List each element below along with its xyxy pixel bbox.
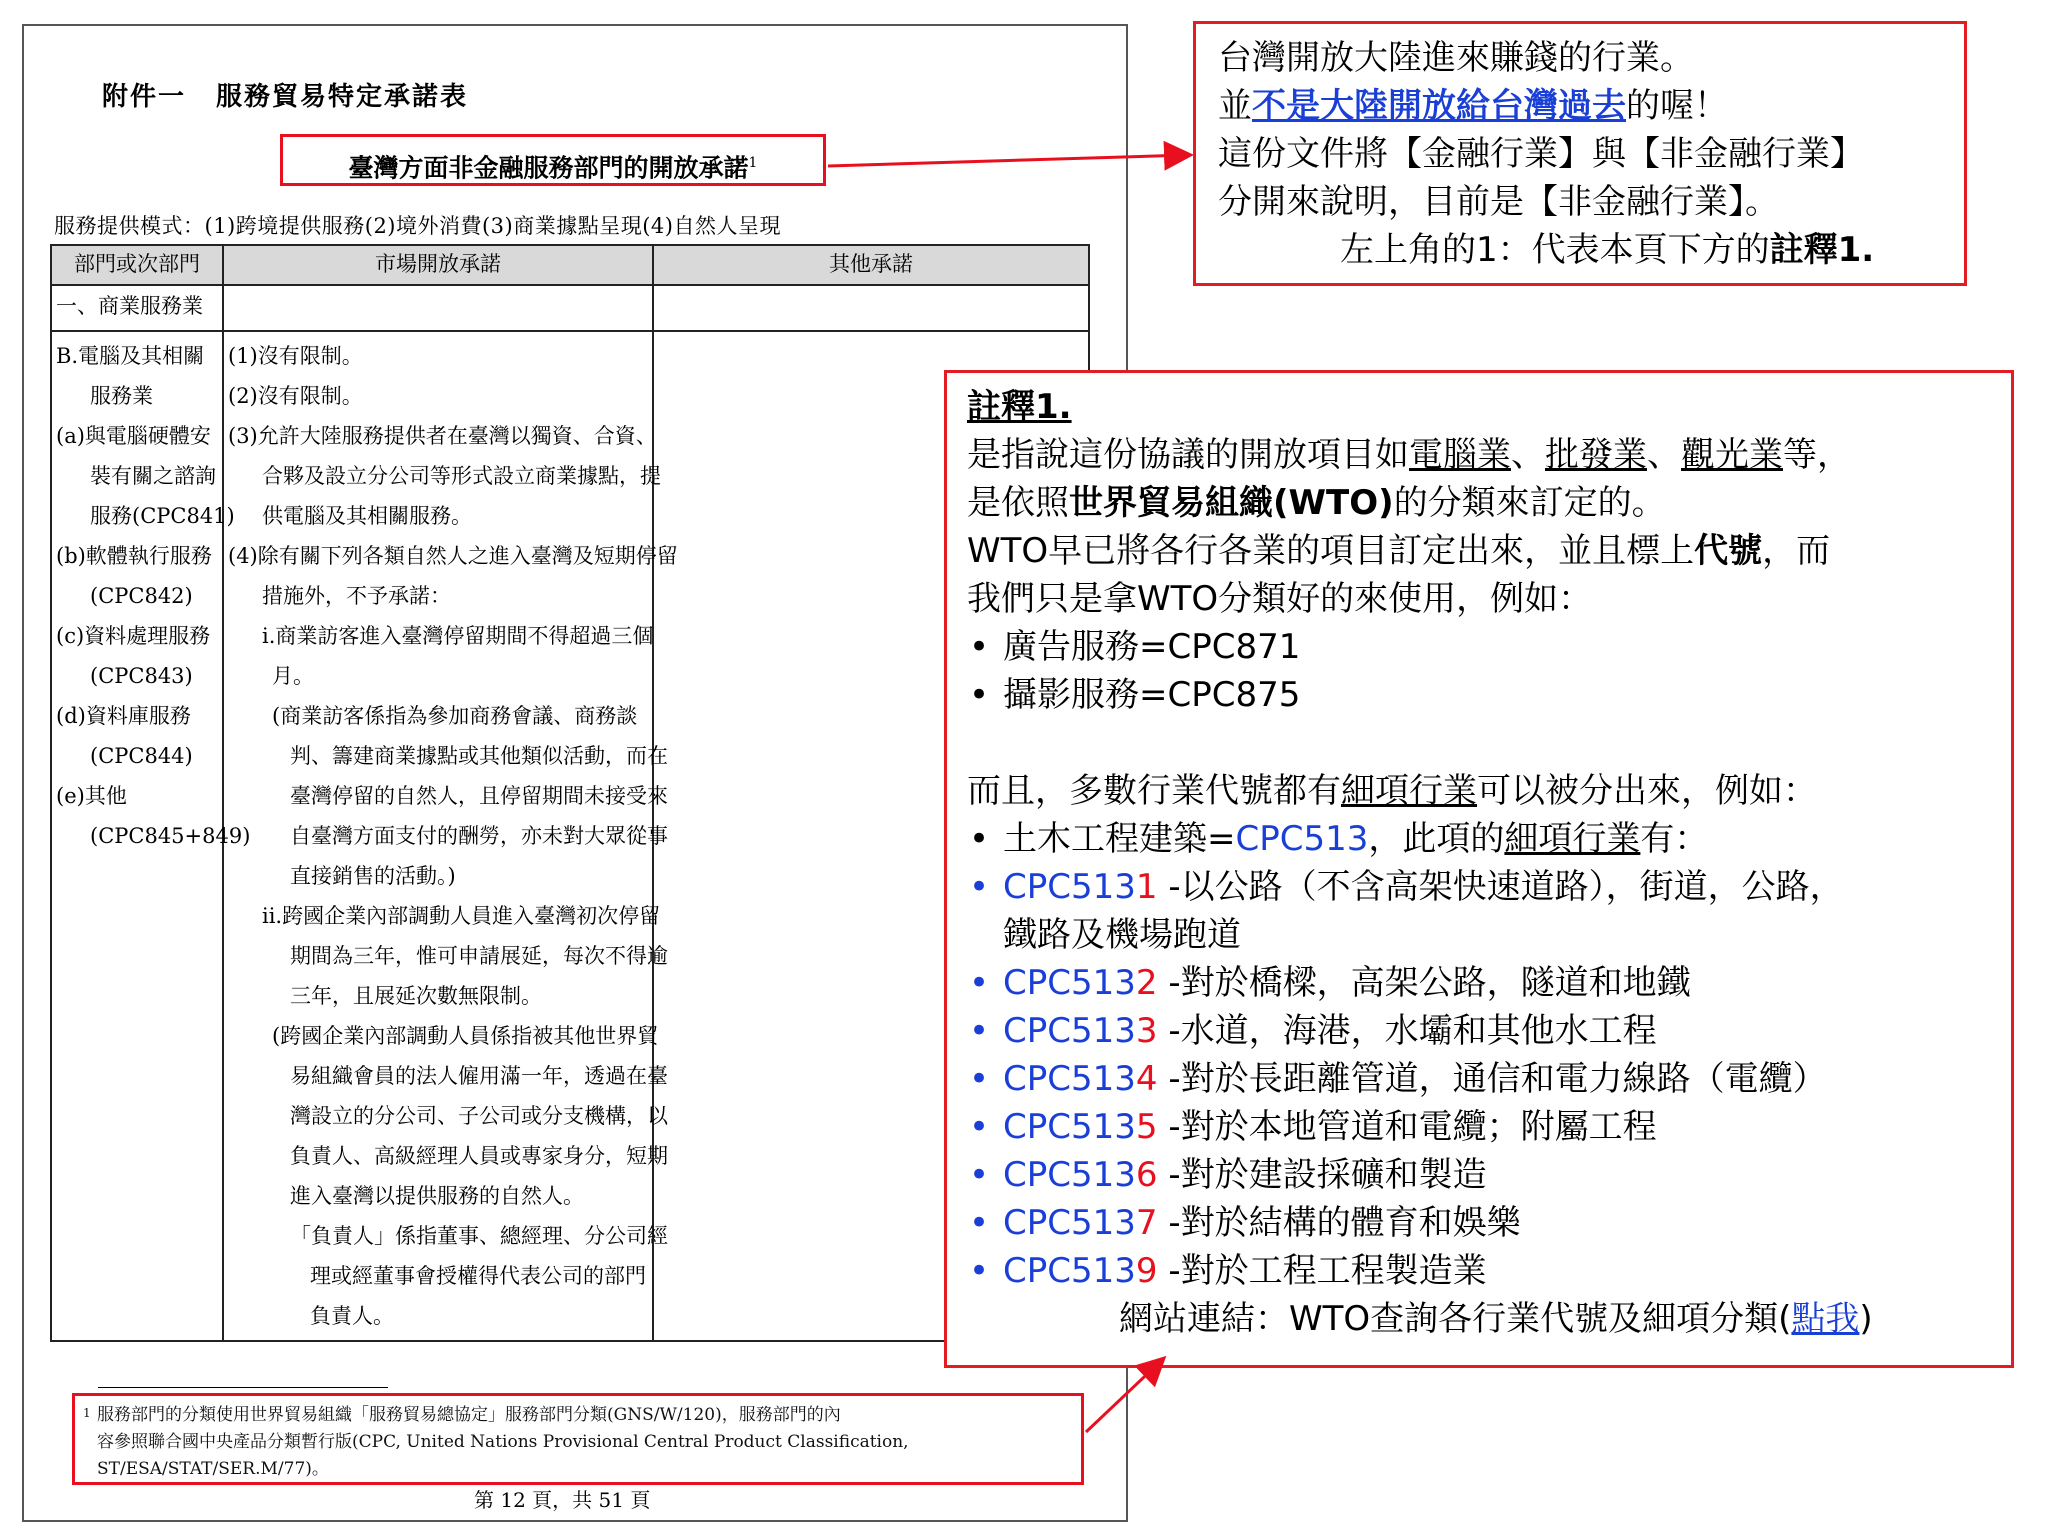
commit-line: 負責人、高級經理人員或專家身分，短期 <box>290 1144 668 1168</box>
callout-line: 台灣開放大陸進來賺錢的行業。 <box>1218 38 1694 78</box>
commit-line: ii.跨國企業內部調動人員進入臺灣初次停留 <box>262 904 661 928</box>
header-other: 其他承諾 <box>653 245 1089 285</box>
sector-cell <box>51 331 251 1341</box>
callout-line: 這份文件將【金融行業】與【非金融行業】 <box>1218 134 1864 174</box>
list-item: • 土木工程建築=CPC513，此項的細項行業有： <box>969 819 1709 859</box>
sector-line: (e)其他 <box>56 784 127 808</box>
list-item: • 攝影服務=CPC875 <box>969 675 1301 715</box>
footnote-line: ST/ESA/STAT/SER.M/77)。 <box>97 1459 329 1479</box>
commit-line: (跨國企業內部調動人員係指被其他世界貿 <box>272 1024 659 1048</box>
market-access-cell <box>223 331 678 1341</box>
sector-line: (CPC844) <box>90 744 193 768</box>
sector-line: (a)與電腦硬體安 <box>56 424 211 448</box>
table-row <box>51 331 1089 1341</box>
sector-line: 服務業 <box>90 384 153 408</box>
annex-label: 附件一 <box>102 82 187 112</box>
commit-line: 「負責人」係指董事、總經理、分公司經 <box>290 1224 668 1248</box>
list-item: • CPC5135 -對於本地管道和電纜；附屬工程 <box>969 1107 1657 1147</box>
list-item: • CPC5131 -以公路（不含高架快速道路），街道，公路， 鐵路及機場跑道 <box>969 867 1844 955</box>
footnote-box <box>72 1393 1084 1485</box>
sector-line: (d)資料庫服務 <box>56 704 191 728</box>
website-link-line: 網站連結：WTO查詢各行業代號及細項分類(點我) <box>1119 1299 1873 1339</box>
example-list <box>967 623 2001 719</box>
commit-line: (商業訪客係指為參加商務會議、商務談 <box>272 704 638 728</box>
footnote-line: 服務部門的分類使用世界貿易組織「服務貿易總協定」服務部門分類(GNS/W/120)，服務部門的內 <box>97 1405 841 1425</box>
commit-line: 進入臺灣以提供服務的自然人。 <box>290 1184 584 1208</box>
note-paragraph: 是依照世界貿易組織(WTO)的分類來訂定的。 <box>967 483 1666 523</box>
footnote-reference: 1 <box>748 155 758 171</box>
list-item: • CPC5132 -對於橋樑，高架公路，隧道和地鐵 <box>969 963 1691 1003</box>
commit-line: 直接銷售的活動。) <box>290 864 456 888</box>
commitment-table <box>50 244 1090 1342</box>
note-paragraph: WTO早已將各行各業的項目訂定出來，並且標上代號，而 <box>967 531 1831 571</box>
sector-line: (b)軟體執行服務 <box>56 544 212 568</box>
note-title: 註釋1. <box>967 387 1072 427</box>
commit-line: 供電腦及其相關服務。 <box>262 504 472 528</box>
sector-line: B.電腦及其相關 <box>56 344 205 368</box>
commit-line: 負責人。 <box>310 1304 394 1328</box>
commit-line: i.商業訪客進入臺灣停留期間不得超過三個 <box>262 624 654 648</box>
commit-line: 易組織會員的法人僱用滿一年，透過在臺 <box>290 1064 668 1088</box>
commit-line: 理或經董事會授權得代表公司的部門 <box>310 1264 646 1288</box>
header-sector: 部門或次部門 <box>51 245 223 285</box>
table-row <box>51 285 1089 331</box>
footnote-rule <box>98 1387 388 1388</box>
commit-line: 期間為三年，惟可申請展延，每次不得逾 <box>290 944 668 968</box>
sector-line: (CPC842) <box>90 584 193 608</box>
commit-line: 灣設立的分公司、子公司或分支機構，以 <box>290 1104 668 1128</box>
page-number: 第 12 頁，共 51 頁 <box>474 1488 651 1512</box>
list-item: • CPC5133 -水道，海港，水壩和其他水工程 <box>969 1011 1657 1051</box>
emphasis-link: 不是大陸開放給台灣過去 <box>1252 86 1626 126</box>
note-paragraph: 是指說這份協議的開放項目如電腦業、批發業、觀光業等， <box>967 435 1851 475</box>
supply-mode-line: 服務提供模式：(1)跨境提供服務(2)境外消費(3)商業據點呈現(4)自然人呈現 <box>54 214 781 238</box>
footnote-mark: 1 <box>83 1406 91 1420</box>
commit-line: 自臺灣方面支付的酬勞，亦未對大眾從事 <box>290 824 668 848</box>
code-list <box>967 815 2001 1295</box>
list-item: • CPC5136 -對於建設採礦和製造 <box>969 1155 1487 1195</box>
commit-line: (3)允許大陸服務提供者在臺灣以獨資、合資、 <box>228 424 657 448</box>
list-item: • CPC5137 -對於結構的體育和娛樂 <box>969 1203 1521 1243</box>
sector-line: (CPC843) <box>90 664 193 688</box>
commit-line: (1)沒有限制。 <box>228 344 363 368</box>
commit-line: 判、籌建商業據點或其他類似活動，而在 <box>290 744 668 768</box>
annex-title: 服務貿易特定承諾表 <box>216 82 469 112</box>
footnote-line: 容參照聯合國中央產品分類暫行版(CPC, United Nations Provisional Central Product Classification, <box>97 1432 909 1452</box>
commit-line: 臺灣停留的自然人，且停留期間未接受來 <box>290 784 668 808</box>
table-header-row <box>51 245 1089 285</box>
sector-line: (CPC845+849) <box>90 824 251 848</box>
callout-line: 分開來說明，目前是【非金融行業】。 <box>1218 182 1779 222</box>
sector-line: (c)資料處理服務 <box>56 624 211 648</box>
commitment-title <box>280 134 826 186</box>
footnote-explanation-callout <box>944 370 2014 1368</box>
list-item: • 廣告服務=CPC871 <box>969 627 1301 667</box>
commit-line: 三年，且展延次數無限制。 <box>290 984 542 1008</box>
list-item: • CPC5134 -對於長距離管道，通信和電力線路（電纜） <box>969 1059 1827 1099</box>
commitment-title-text: 臺灣方面非金融服務部門的開放承諾 <box>348 153 749 183</box>
sector-line: 服務(CPC841) <box>90 504 235 528</box>
note-paragraph: 而且，多數行業代號都有細項行業可以被分出來，例如： <box>967 771 1817 811</box>
commit-line: (2)沒有限制。 <box>228 384 363 408</box>
commit-line: 措施外，不予承諾： <box>262 584 451 608</box>
callout-line: 並不是大陸開放給台灣過去的喔！ <box>1218 86 1728 126</box>
commit-line: 月。 <box>272 664 314 688</box>
list-item: • CPC5139 -對於工程工程製造業 <box>969 1251 1487 1291</box>
explanation-callout <box>1193 21 1967 286</box>
header-market-access: 市場開放承諾 <box>223 245 653 285</box>
commit-line: 合夥及設立分公司等形式設立商業據點，提 <box>262 464 661 488</box>
commit-line: (4)除有關下列各類自然人之進入臺灣及短期停留 <box>228 544 678 568</box>
section-label: 一、商業服務業 <box>51 285 223 331</box>
sector-line: 裝有關之諮詢 <box>90 464 216 488</box>
annex-heading <box>102 76 468 113</box>
callout-line: 左上角的1：代表本頁下方的註釋1. <box>1340 230 1875 270</box>
click-me-link[interactable]: 點我 <box>1791 1299 1860 1339</box>
note-paragraph: 我們只是拿WTO分類好的來使用，例如： <box>967 579 1593 619</box>
